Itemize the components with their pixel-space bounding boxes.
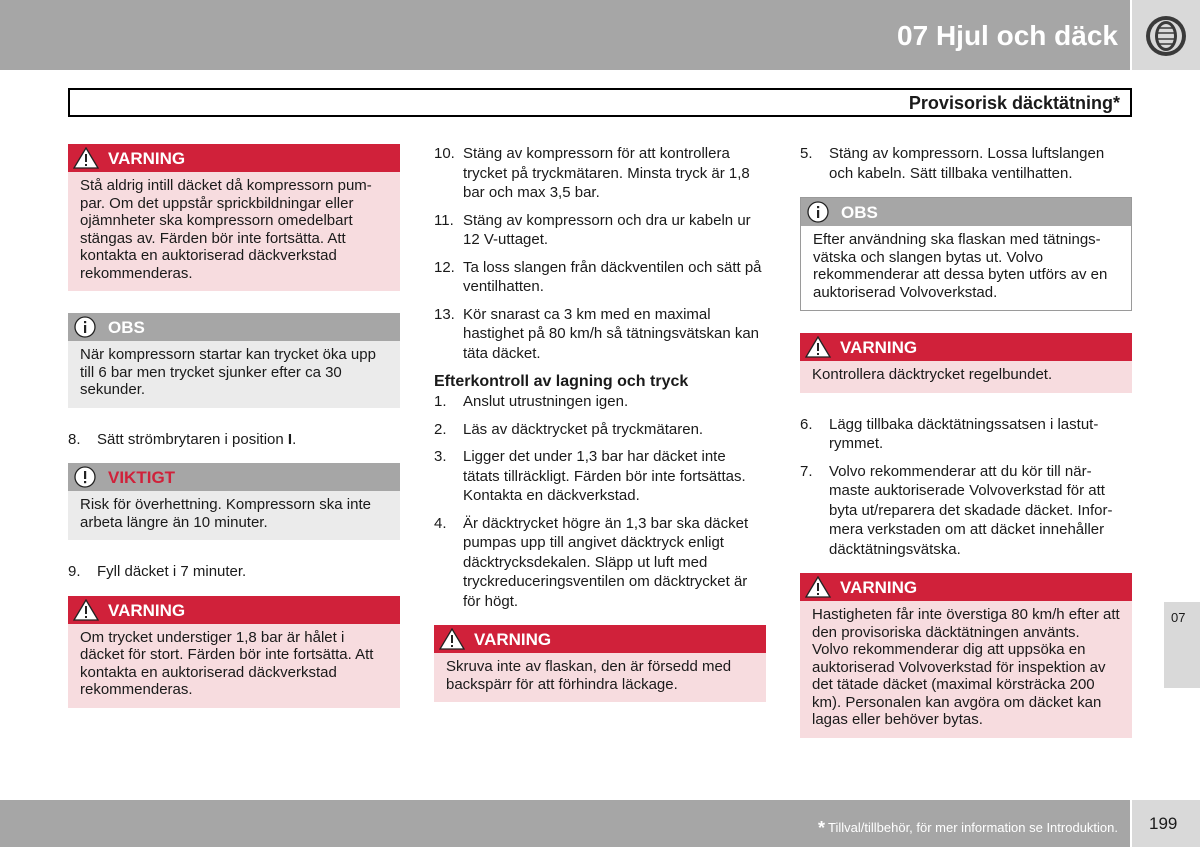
list-item: 6. Lägg tillbaka däcktätningssatsen i lastut- rymmet. xyxy=(800,415,1099,452)
chapter-side-tab xyxy=(1164,602,1200,688)
section-title-box xyxy=(68,88,1132,117)
chapter-title: 07 Hjul och däck xyxy=(897,20,1118,51)
column-3 xyxy=(800,144,1132,760)
warning-text: Skruva inte av flaskan, den är försedd med backspärr för att förhindra läckage. xyxy=(434,653,766,702)
warning-header xyxy=(434,625,766,653)
steps-list xyxy=(434,392,766,611)
chapter-icon-box xyxy=(1132,0,1200,70)
list-item: 11. Stäng av kompressorn och dra ur kabeln ur 12 V-uttaget. xyxy=(434,211,751,248)
warning-text: Hastigheten får inte överstiga 80 km/h efter att den provisoriska däcktätningen använts. Volvo rekommenderar dig att uppsöka en auktoriserad Volvoverkstad för inspektion av det tätade däcket (maximal körsträcka 200 km). Personalen kan avgöra om däcket kan lagas eller behöver bytas. xyxy=(800,601,1132,738)
chapter-header xyxy=(0,0,1130,70)
section-title: Provisorisk däcktätning* xyxy=(908,93,1120,113)
important-label: VIKTIGT xyxy=(108,468,176,487)
footer-note: * Tillval/tillbehör, för mer information se Introduktion. xyxy=(818,818,1118,838)
warning-box xyxy=(434,625,766,702)
tire-icon xyxy=(1144,14,1188,58)
important-header xyxy=(68,463,400,491)
list-item: 7. Volvo rekommenderar att du kör till när- maste auktoriserade Volvoverkstad för att byta ut/reparera det skadade däcket. Infor- mera verkstaden om att däcket innehåller däcktätningsvätska. xyxy=(800,462,1113,558)
footer-bar xyxy=(0,800,1130,847)
info-icon xyxy=(73,316,97,340)
obs-box xyxy=(800,197,1132,311)
warning-label: VARNING xyxy=(840,338,918,357)
warning-header xyxy=(68,144,400,172)
obs-header xyxy=(801,198,1131,226)
steps-list xyxy=(800,144,1132,183)
warning-label: VARNING xyxy=(108,149,186,168)
chapter-tab-label: 07 xyxy=(1171,610,1186,625)
warning-box xyxy=(68,144,400,291)
warning-text: Kontrollera däcktrycket regelbundet. xyxy=(800,361,1132,393)
list-item: 2. Läs av däcktrycket på tryckmätaren. xyxy=(434,420,704,438)
list-item: 8. Sätt strömbrytaren i position I. xyxy=(68,430,297,448)
list-item: 10. Stäng av kompressorn för att kontrollera trycket på tryckmätaren. Minsta tryck är 1,8 bar och max 3,5 bar. xyxy=(434,145,750,201)
steps-list xyxy=(68,562,400,582)
list-item: 5. Stäng av kompressorn. Lossa luftslangen och kabeln. Sätt tillbaka ventilhatten. xyxy=(800,145,1105,182)
column-2 xyxy=(434,144,766,724)
obs-header xyxy=(68,313,400,341)
warning-header xyxy=(68,596,400,624)
subheading: Efterkontroll av lagning och tryck xyxy=(434,373,689,390)
warning-triangle-icon xyxy=(439,628,465,650)
obs-text: När kompressorn startar kan trycket öka upp till 6 bar men trycket sjunker efter ca 30 sekunder. xyxy=(68,341,400,408)
obs-box xyxy=(68,313,400,408)
page-number: 199 xyxy=(1149,814,1178,833)
warning-label: VARNING xyxy=(840,578,918,597)
obs-label: OBS xyxy=(108,318,145,337)
warning-triangle-icon xyxy=(805,336,831,358)
warning-text: Om trycket understiger 1,8 bar är hålet i däcket för stort. Färden bör inte fortsätta. Att kontakta en auktoriserad däckverkstad rekommenderas. xyxy=(68,624,400,708)
list-item: 1. Anslut utrustningen igen. xyxy=(434,393,629,410)
list-item: 13. Kör snarast ca 3 km med en maximal hastighet på 80 km/h så tätningsvätskan kan täta däcket. xyxy=(434,305,760,362)
list-item: 12. Ta loss slangen från däckventilen och sätt på ventilhatten. xyxy=(434,258,762,295)
important-text: Risk för överhettning. Kompressorn ska inte arbeta längre än 10 minuter. xyxy=(68,491,400,540)
warning-triangle-icon xyxy=(805,576,831,598)
warning-box xyxy=(800,573,1132,738)
exclamation-icon xyxy=(73,466,97,490)
important-box xyxy=(68,463,400,540)
warning-box xyxy=(800,333,1132,393)
column-1 xyxy=(68,144,400,730)
page-number-box xyxy=(1132,800,1200,847)
warning-triangle-icon xyxy=(73,147,99,169)
obs-label: OBS xyxy=(841,203,878,222)
steps-list xyxy=(434,144,766,363)
warning-label: VARNING xyxy=(474,630,552,649)
obs-text: Efter användning ska flaskan med tätnings- vätska och slangen bytas ut. Volvo rekommenderar att dessa byten utförs av en auktoriserad Volvoverkstad. xyxy=(801,226,1131,310)
list-item: 9. Fyll däcket i 7 minuter. xyxy=(68,563,247,580)
list-item: 4. Är däcktrycket högre än 1,3 bar ska däcket pumpas upp till angivet däcktryck enligt däcktrycksdekalen. Släpp ut luft med tryckreduceringsventilen om däcktrycket är för högt. xyxy=(434,514,749,610)
warning-box xyxy=(68,596,400,708)
info-icon xyxy=(806,201,830,225)
warning-label: VARNING xyxy=(108,600,186,620)
steps-list xyxy=(800,415,1132,560)
warning-header xyxy=(800,333,1132,361)
warning-text: Stå aldrig intill däcket då kompressorn pum- par. Om det uppstår sprickbildningar eller ojämnheter ska kompressorn omedelbart stängas av. Färden bör inte fortsätta. Att kontakta en auktoriserad däckverkstad rekommenderas. xyxy=(68,172,400,291)
list-item: 3. Ligger det under 1,3 bar har däcket inte tätats tillräckligt. Färden bör inte fortsättas. Kontakta en däckverkstad. xyxy=(434,448,746,504)
warning-header xyxy=(800,573,1132,601)
steps-list xyxy=(68,430,400,450)
warning-triangle-icon xyxy=(73,599,99,621)
